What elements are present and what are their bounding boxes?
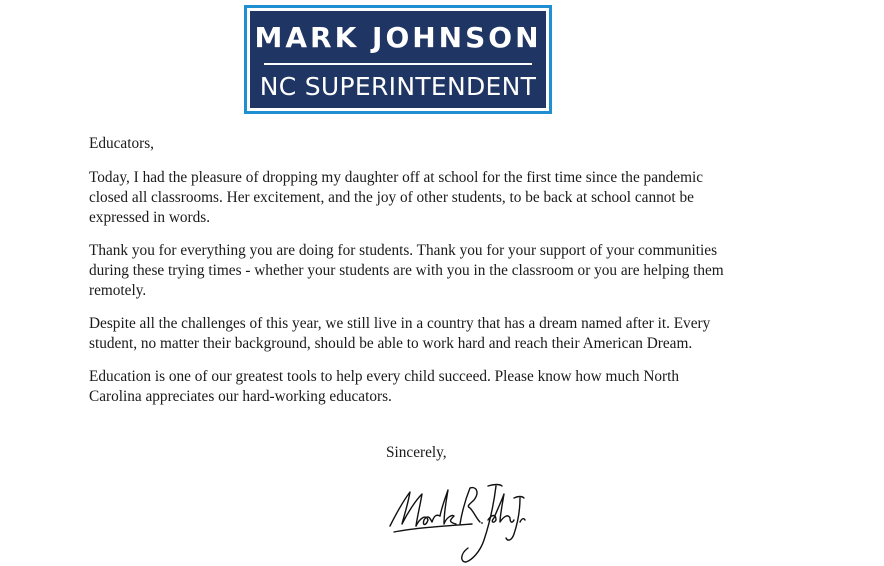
letter-greeting: Educators,: [89, 135, 154, 152]
logo-panel: [250, 11, 546, 108]
letter-closing: Sincerely,: [386, 444, 447, 461]
logo-title: NC SUPERINTENDENT: [259, 72, 537, 101]
letter-paragraph-1: Today, I had the pleasure of dropping my daughter off at school for the first time since the pandemic closed all classrooms. Her excitement, and the joy of other students, to be back at school cannot be expressed in words.: [89, 169, 704, 226]
handwritten-signature: [384, 478, 526, 566]
campaign-logo: [244, 5, 552, 114]
letter-body: [89, 134, 729, 420]
logo-divider: [264, 63, 532, 65]
letter-paragraph-4: Education is one of our greatest tools to help every child succeed. Please know how much North Carolina appreciates our hard-working educators.: [89, 368, 680, 405]
letter-paragraph-2: Thank you for everything you are doing for students. Thank you for your support of your communities during these trying times - whether your students are with you in the classroom or you are helping them remotely.: [89, 242, 724, 299]
logo-name: MARK JOHNSON: [254, 21, 542, 54]
letter-paragraph-3: Despite all the challenges of this year, we still live in a country that has a dream named after it. Every student, no matter their background, should be able to work hard and reach their American Dream.: [89, 315, 711, 352]
